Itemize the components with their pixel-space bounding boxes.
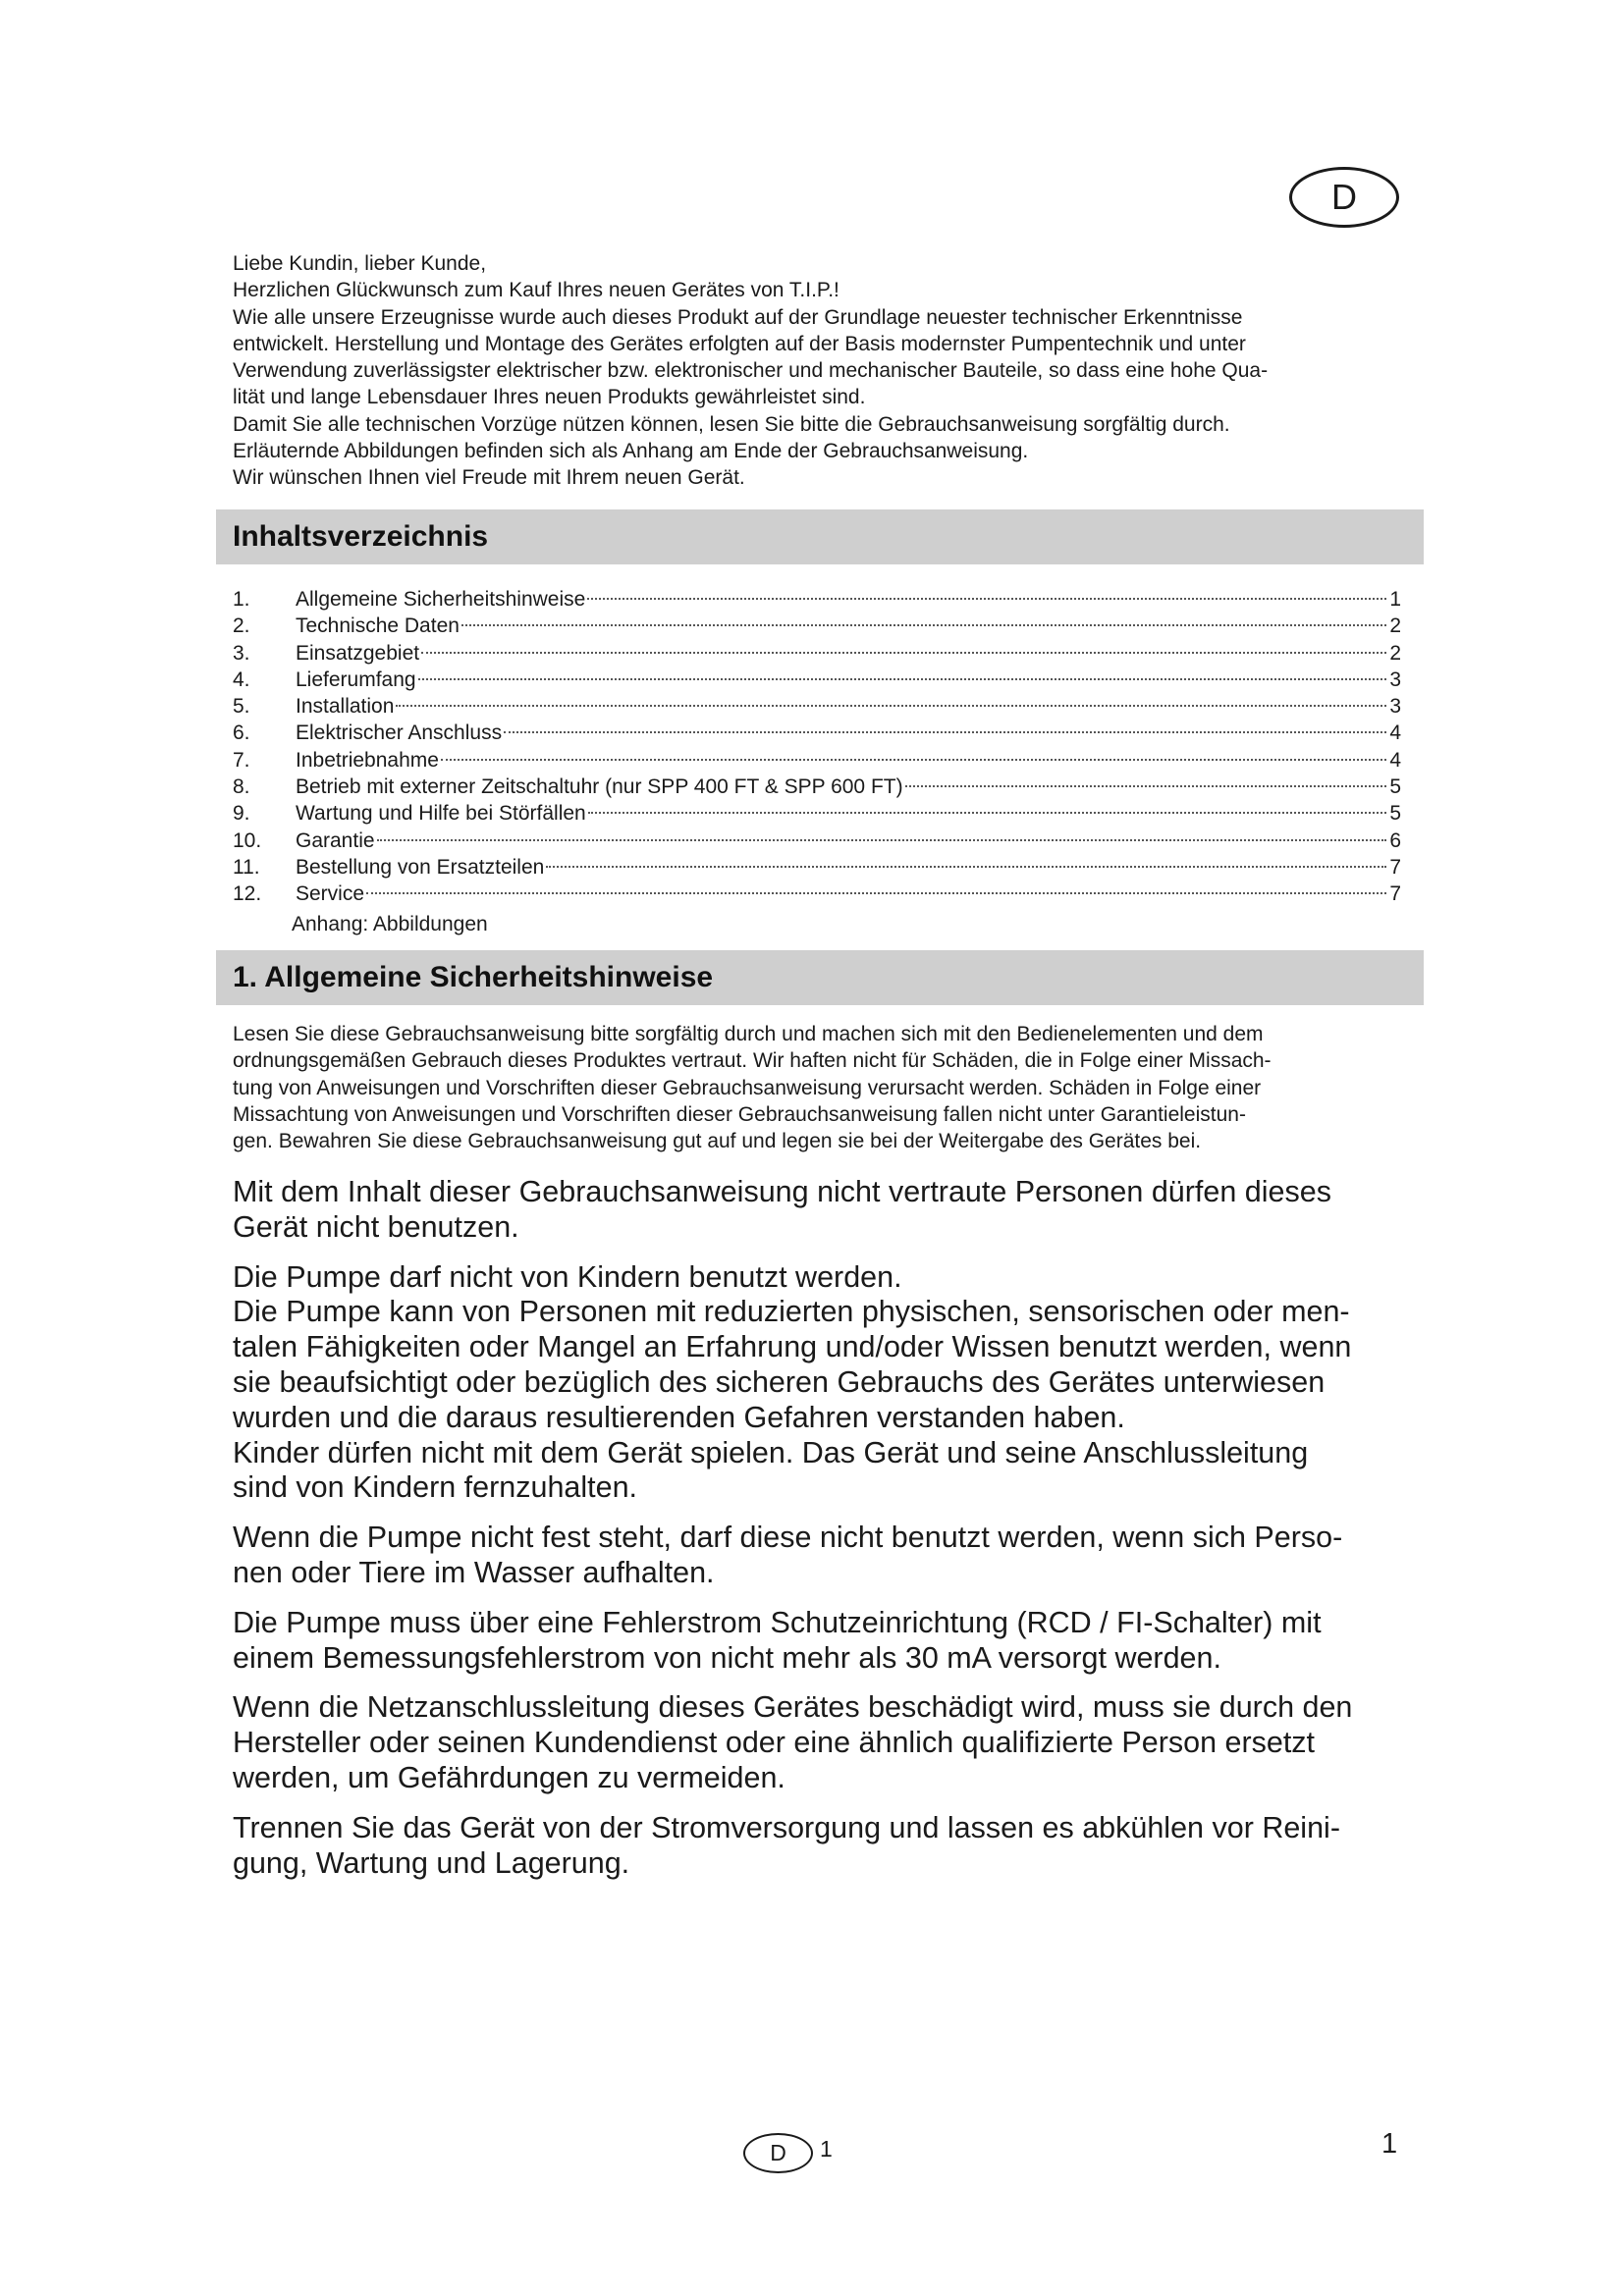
intro-line: Damit Sie alle technischen Vorzüge nützen können, lesen Sie bitte die Gebrauchsanweisung sorgfältig durch. (233, 412, 1230, 436)
intro-line: Verwendung zuverlässigster elektrischer bzw. elektronischer und mechanischer Bauteile, so dass eine hohe Qua- (233, 359, 1269, 383)
toc-item-title: Service (296, 882, 365, 906)
toc-item[interactable] (233, 693, 1401, 720)
toc-item-number: 3. (233, 641, 250, 665)
toc-item-page: 5 (1389, 775, 1401, 799)
lead-line: gen. Bewahren Sie diese Gebrauchsanweisung gut auf und legen sie bei der Weitergabe des Gerätes bei. (233, 1130, 1202, 1153)
safety-line: Hersteller oder seinen Kundendienst oder eine ähnlich qualifizierte Person ersetzt (233, 1726, 1316, 1760)
safety-line: einem Bemessungsfehlerstrom von nicht mehr als 30 mA versorgt werden. (233, 1640, 1221, 1675)
safety-line: Die Pumpe muss über eine Fehlerstrom Schutzeinrichtung (RCD / FI-Schalter) mit (233, 1605, 1322, 1639)
toc-item-page: 4 (1389, 721, 1401, 745)
toc-item[interactable] (233, 828, 1401, 854)
toc-item-page: 3 (1389, 695, 1401, 719)
lead-line: Lesen Sie diese Gebrauchsanweisung bitte sorgfältig durch und machen sich mit den Bedienelementen und dem (233, 1023, 1264, 1045)
safety-paragraph (233, 1690, 1431, 1795)
toc-item-page: 3 (1389, 667, 1401, 691)
lead-line: tung von Anweisungen und Vorschriften dieser Gebrauchsanweisung verursacht werden. Schäden in Folge einer (233, 1076, 1262, 1099)
toc-item[interactable] (233, 854, 1401, 881)
toc-item[interactable] (233, 774, 1401, 800)
toc-item[interactable] (233, 640, 1401, 667)
safety-line: gung, Wartung und Lagerung. (233, 1845, 630, 1880)
toc-item-number: 7. (233, 748, 250, 772)
toc-item-title: Einsatzgebiet (296, 641, 420, 665)
safety-paragraph (233, 1606, 1431, 1677)
toc-item-page: 2 (1389, 614, 1401, 638)
toc-dot-leader (905, 785, 1387, 787)
toc-dot-leader (377, 839, 1387, 841)
toc-item[interactable] (233, 667, 1401, 693)
toc-item-title: Bestellung von Ersatzteilen (296, 855, 545, 879)
toc-item[interactable] (233, 613, 1401, 639)
toc-item-title: Allgemeine Sicherheitshinweise (296, 588, 586, 611)
toc-heading: Inhaltsverzeichnis (216, 509, 1424, 564)
safety-line: Wenn die Pumpe nicht fest steht, darf diese nicht benutzt werden, wenn sich Perso- (233, 1521, 1343, 1555)
section-1-heading: 1. Allgemeine Sicherheitshinweise (216, 950, 1424, 1005)
intro-line: Liebe Kundin, lieber Kunde, (233, 252, 487, 275)
safety-paragraph (233, 1175, 1431, 1246)
safety-paragraph (233, 1521, 1431, 1591)
safety-notices (233, 1175, 1431, 1896)
intro-line: entwickelt. Herstellung und Montage des Gerätes erfolgten auf der Basis modernster Pumpentechnik und unter (233, 332, 1246, 355)
toc-dot-leader (504, 731, 1386, 733)
section-1-lead (233, 1021, 1411, 1154)
safety-paragraph (233, 1260, 1431, 1507)
safety-line: Trennen Sie das Gerät von der Stromversorgung und lassen es abkühlen vor Reini- (233, 1810, 1340, 1844)
toc-item-page: 5 (1389, 802, 1401, 826)
toc-item-number: 11. (233, 855, 260, 879)
toc-item-page: 4 (1389, 748, 1401, 772)
safety-line: werden, um Gefährdungen zu vermeiden. (233, 1760, 785, 1794)
toc-item-page: 1 (1389, 588, 1401, 611)
safety-line: Kinder dürfen nicht mit dem Gerät spielen. Das Gerät und seine Anschlussleitung (233, 1435, 1309, 1469)
safety-line: sind von Kindern fernzuhalten. (233, 1470, 638, 1505)
toc-item-number: 4. (233, 667, 250, 691)
safety-line: wurden und die daraus resultierenden Gefahren verstanden haben. (233, 1400, 1125, 1434)
toc-item-number: 12. (233, 882, 262, 906)
toc-dot-leader (546, 866, 1386, 868)
toc-item-title: Wartung und Hilfe bei Störfällen (296, 802, 586, 826)
toc-item-number: 1. (233, 588, 250, 611)
toc-item-number: 2. (233, 614, 250, 638)
toc-dot-leader (588, 812, 1387, 814)
lead-line: ordnungsgemäßen Gebrauch dieses Produktes vertraut. Wir haften nicht für Schäden, die in Folge einer Missach- (233, 1049, 1272, 1073)
safety-line: Wenn die Netzanschlussleitung dieses Gerätes beschädigt wird, muss sie durch den (233, 1690, 1353, 1725)
toc-item-number: 9. (233, 802, 250, 826)
table-of-contents (233, 586, 1401, 937)
footer-country-badge: D (743, 2133, 813, 2173)
toc-item-page: 6 (1389, 828, 1401, 852)
intro-line: Wir wünschen Ihnen viel Freude mit Ihrem neuen Gerät. (233, 466, 745, 490)
toc-item-title: Elektrischer Anschluss (296, 721, 503, 745)
toc-item[interactable] (233, 747, 1401, 774)
toc-item-number: 10. (233, 828, 262, 852)
safety-line: Die Pumpe darf nicht von Kindern benutzt werden. (233, 1259, 902, 1294)
safety-line: Mit dem Inhalt dieser Gebrauchsanweisung nicht vertraute Personen dürfen dieses (233, 1175, 1331, 1208)
safety-line: Gerät nicht benutzen. (233, 1209, 519, 1244)
toc-item-title: Technische Daten (296, 614, 460, 638)
toc-item[interactable] (233, 720, 1401, 746)
intro-text (233, 250, 1411, 492)
intro-line: Erläuternde Abbildungen befinden sich als Anhang am Ende der Gebrauchsanweisung. (233, 440, 1029, 463)
safety-paragraph (233, 1811, 1431, 1882)
toc-item-number: 6. (233, 721, 250, 745)
safety-line: talen Fähigkeiten oder Mangel an Erfahrung und/oder Wissen benutzt werden, wenn (233, 1330, 1352, 1364)
toc-dot-leader (418, 678, 1387, 680)
intro-line: lität und lange Lebensdauer Ihres neuen Produkts gewährleistet sind. (233, 386, 866, 409)
toc-dot-leader (366, 892, 1386, 894)
country-code-badge: D (1289, 167, 1399, 228)
toc-item[interactable] (233, 586, 1401, 613)
toc-item[interactable] (233, 800, 1401, 827)
toc-dot-leader (461, 624, 1386, 626)
intro-line: Herzlichen Glückwunsch zum Kauf Ihres neuen Gerätes von T.I.P.! (233, 279, 839, 302)
lead-line: Missachtung von Anweisungen und Vorschriften dieser Gebrauchsanweisung fallen nicht unter Garantieleistun- (233, 1102, 1246, 1126)
toc-item-page: 7 (1389, 882, 1401, 906)
toc-item-title: Betrieb mit externer Zeitschaltuhr (nur SPP 400 FT & SPP 600 FT) (296, 775, 903, 799)
toc-item-title: Lieferumfang (296, 667, 416, 691)
toc-item-title: Garantie (296, 828, 375, 852)
intro-line: Wie alle unsere Erzeugnisse wurde auch dieses Produkt auf der Grundlage neuester technischer Erkenntnisse (233, 305, 1243, 329)
page-number: 1 (1381, 2128, 1398, 2160)
safety-line: nen oder Tiere im Wasser aufhalten. (233, 1555, 715, 1589)
toc-dot-leader (587, 598, 1386, 600)
toc-dot-leader (441, 759, 1386, 761)
toc-dot-leader (396, 705, 1386, 707)
toc-item-page: 2 (1389, 641, 1401, 665)
toc-item-title: Installation (296, 695, 395, 719)
toc-item-page: 7 (1389, 855, 1401, 879)
safety-line: sie beaufsichtigt oder bezüglich des sicheren Gebrauchs des Gerätes unterwiesen (233, 1364, 1326, 1399)
footer-section-page: 1 (820, 2136, 833, 2162)
toc-item-number: 5. (233, 695, 250, 719)
toc-item[interactable] (233, 881, 1401, 907)
toc-item-title: Inbetriebnahme (296, 748, 439, 772)
toc-dot-leader (421, 652, 1386, 654)
toc-appendix: Anhang: Abbildungen (292, 912, 488, 935)
safety-line: Die Pumpe kann von Personen mit reduzierten physischen, sensorischen oder men- (233, 1295, 1350, 1329)
toc-item-number: 8. (233, 775, 250, 799)
